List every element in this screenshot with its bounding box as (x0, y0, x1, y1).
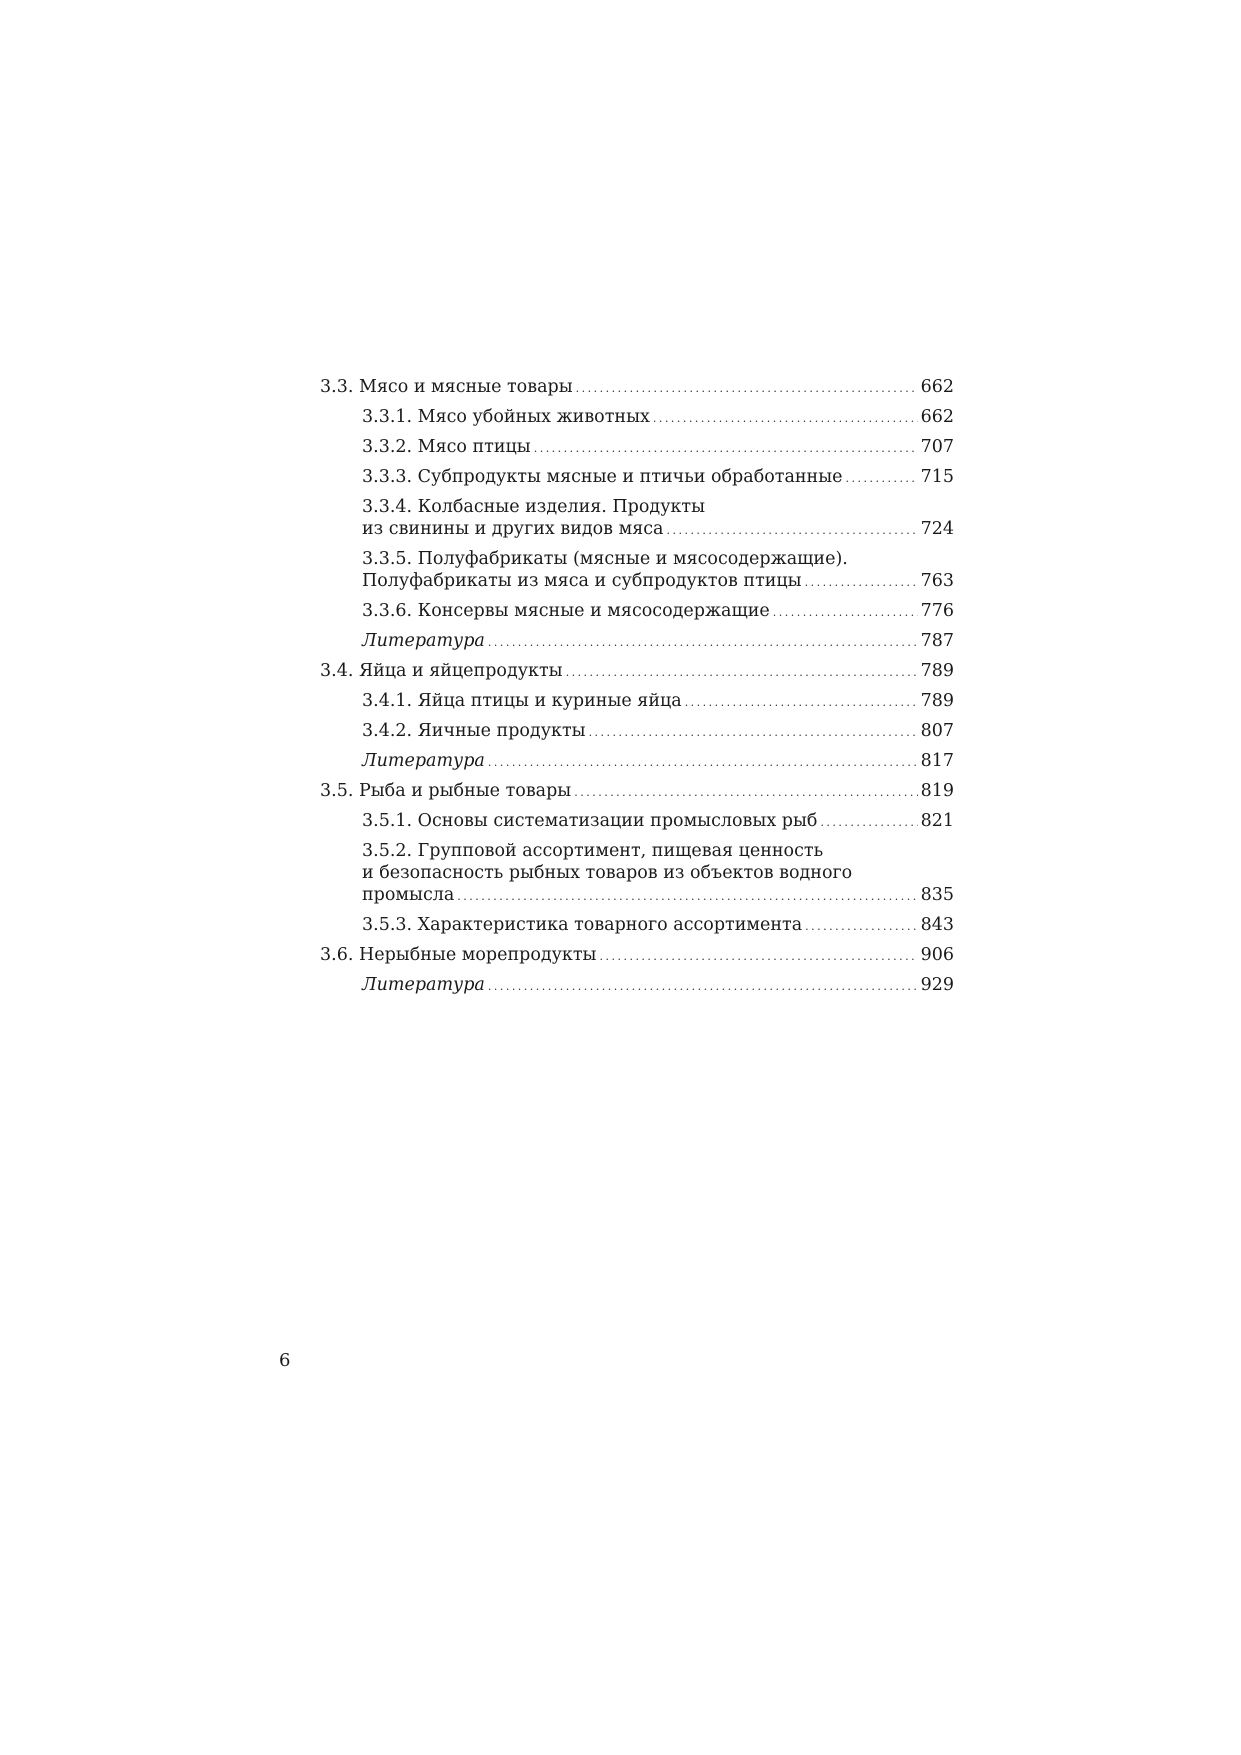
toc-entry-title: из свинины и других видов мяса (362, 519, 664, 539)
toc-entry-title: 3.3.2. Мясо птицы (362, 437, 531, 457)
toc-entry-page-number: 789 (920, 691, 954, 711)
toc-entry-title: Литература (362, 631, 485, 651)
toc-entry (320, 600, 954, 624)
table-of-contents (320, 376, 954, 1004)
toc-entry-row (362, 600, 954, 624)
toc-entry-row (362, 466, 954, 490)
toc-entry-title: 3.5. Рыба и рыбные товары (320, 781, 572, 801)
dot-leader (773, 600, 918, 624)
toc-entry-page-number: 707 (920, 437, 954, 457)
toc-entry-title: Литература (362, 975, 485, 995)
toc-entry-page-number: 835 (920, 885, 954, 905)
dot-leader (666, 518, 917, 542)
dot-leader (488, 750, 918, 774)
dot-leader (820, 810, 917, 834)
toc-entry-title: 3.4.1. Яйца птицы и куриные яйца (362, 691, 682, 711)
toc-entry (320, 376, 954, 400)
toc-entry-row (362, 518, 954, 542)
toc-entry-title: 3.5.3. Характеристика товарного ассортимента (362, 915, 803, 935)
toc-entry-page-number: 662 (920, 377, 954, 397)
toc-entry-row (320, 780, 954, 804)
toc-entry-row (362, 406, 954, 430)
toc-entry-title-line: 3.5.2. Групповой ассортимент, пищевая ценность (362, 841, 824, 861)
toc-entry-page-number: 789 (920, 661, 954, 681)
toc-entry (320, 630, 954, 654)
toc-entry-title-line: 3.3.5. Полуфабрикаты (мясные и мясосодержащие). (362, 549, 848, 569)
toc-entry-row (362, 914, 954, 938)
toc-entry-row (362, 974, 954, 998)
toc-entry-title: 3.3.1. Мясо убойных животных (362, 407, 650, 427)
toc-entry (320, 750, 954, 774)
toc-entry-title: 3.3.6. Консервы мясные и мясосодержащие (362, 601, 770, 621)
dot-leader (566, 660, 918, 684)
toc-entry (320, 548, 954, 594)
toc-entry-title-line: 3.3.4. Колбасные изделия. Продукты (362, 497, 706, 517)
toc-entry-row (362, 750, 954, 774)
toc-entry (320, 810, 954, 834)
toc-entry-page-number: 929 (920, 975, 954, 995)
toc-entry-title: 3.4. Яйца и яйцепродукты (320, 661, 563, 681)
toc-entry-row (320, 376, 954, 400)
toc-entry-title: 3.3. Мясо и мясные товары (320, 377, 573, 397)
toc-entry-row (362, 810, 954, 834)
toc-entry-row (320, 944, 954, 968)
toc-entry-page-number: 906 (920, 945, 954, 965)
toc-entry (320, 660, 954, 684)
toc-entry-page-number: 807 (920, 721, 954, 741)
toc-entry (320, 496, 954, 542)
page-number: 6 (279, 1350, 291, 1371)
toc-entry-page-number: 787 (920, 631, 954, 651)
toc-entry-row (362, 690, 954, 714)
toc-entry (320, 914, 954, 938)
toc-entry-page-number: 843 (920, 915, 954, 935)
toc-entry-row (320, 660, 954, 684)
toc-entry-title: 3.6. Нерыбные морепродукты (320, 945, 597, 965)
toc-entry-page-number: 817 (920, 751, 954, 771)
toc-entry-row (362, 570, 954, 594)
toc-entry (320, 690, 954, 714)
toc-entry (320, 840, 954, 908)
toc-entry-page-number: 724 (920, 519, 954, 539)
toc-entry-row (362, 884, 954, 908)
toc-entry-title: 3.5.1. Основы систематизации промысловых рыб (362, 811, 818, 831)
toc-entry-page-number: 819 (920, 781, 954, 801)
toc-entry-title: промысла (362, 885, 455, 905)
dot-leader (653, 406, 918, 430)
toc-entry-page-number: 715 (920, 467, 954, 487)
dot-leader (488, 974, 918, 998)
toc-entry-title: Литература (362, 751, 485, 771)
toc-entry-title: Полуфабрикаты из мяса и субпродуктов птицы (362, 571, 802, 591)
dot-leader (488, 630, 918, 654)
toc-entry-page-number: 763 (920, 571, 954, 591)
dot-leader (457, 884, 917, 908)
toc-entry (320, 974, 954, 998)
toc-entry (320, 780, 954, 804)
toc-entry-page-number: 662 (920, 407, 954, 427)
toc-entry-title: 3.3.3. Субпродукты мясные и птичьи обработанные (362, 467, 843, 487)
toc-entry (320, 436, 954, 460)
toc-entry (320, 720, 954, 744)
toc-entry (320, 466, 954, 490)
dot-leader (599, 944, 917, 968)
toc-entry-page-number: 776 (920, 601, 954, 621)
toc-entry-title: 3.4.2. Яичные продукты (362, 721, 586, 741)
toc-entry-row (362, 436, 954, 460)
toc-entry-title-line: и безопасность рыбных товаров из объектов водного (362, 863, 853, 883)
dot-leader (805, 570, 918, 594)
toc-entry-page-number: 821 (920, 811, 954, 831)
dot-leader (534, 436, 918, 460)
dot-leader (805, 914, 917, 938)
toc-entry-row (362, 630, 954, 654)
dot-leader (685, 690, 918, 714)
dot-leader (576, 376, 918, 400)
dot-leader (846, 466, 918, 490)
toc-entry (320, 944, 954, 968)
toc-entry-row (362, 720, 954, 744)
toc-entry (320, 406, 954, 430)
dot-leader (589, 720, 918, 744)
dot-leader (574, 780, 917, 804)
